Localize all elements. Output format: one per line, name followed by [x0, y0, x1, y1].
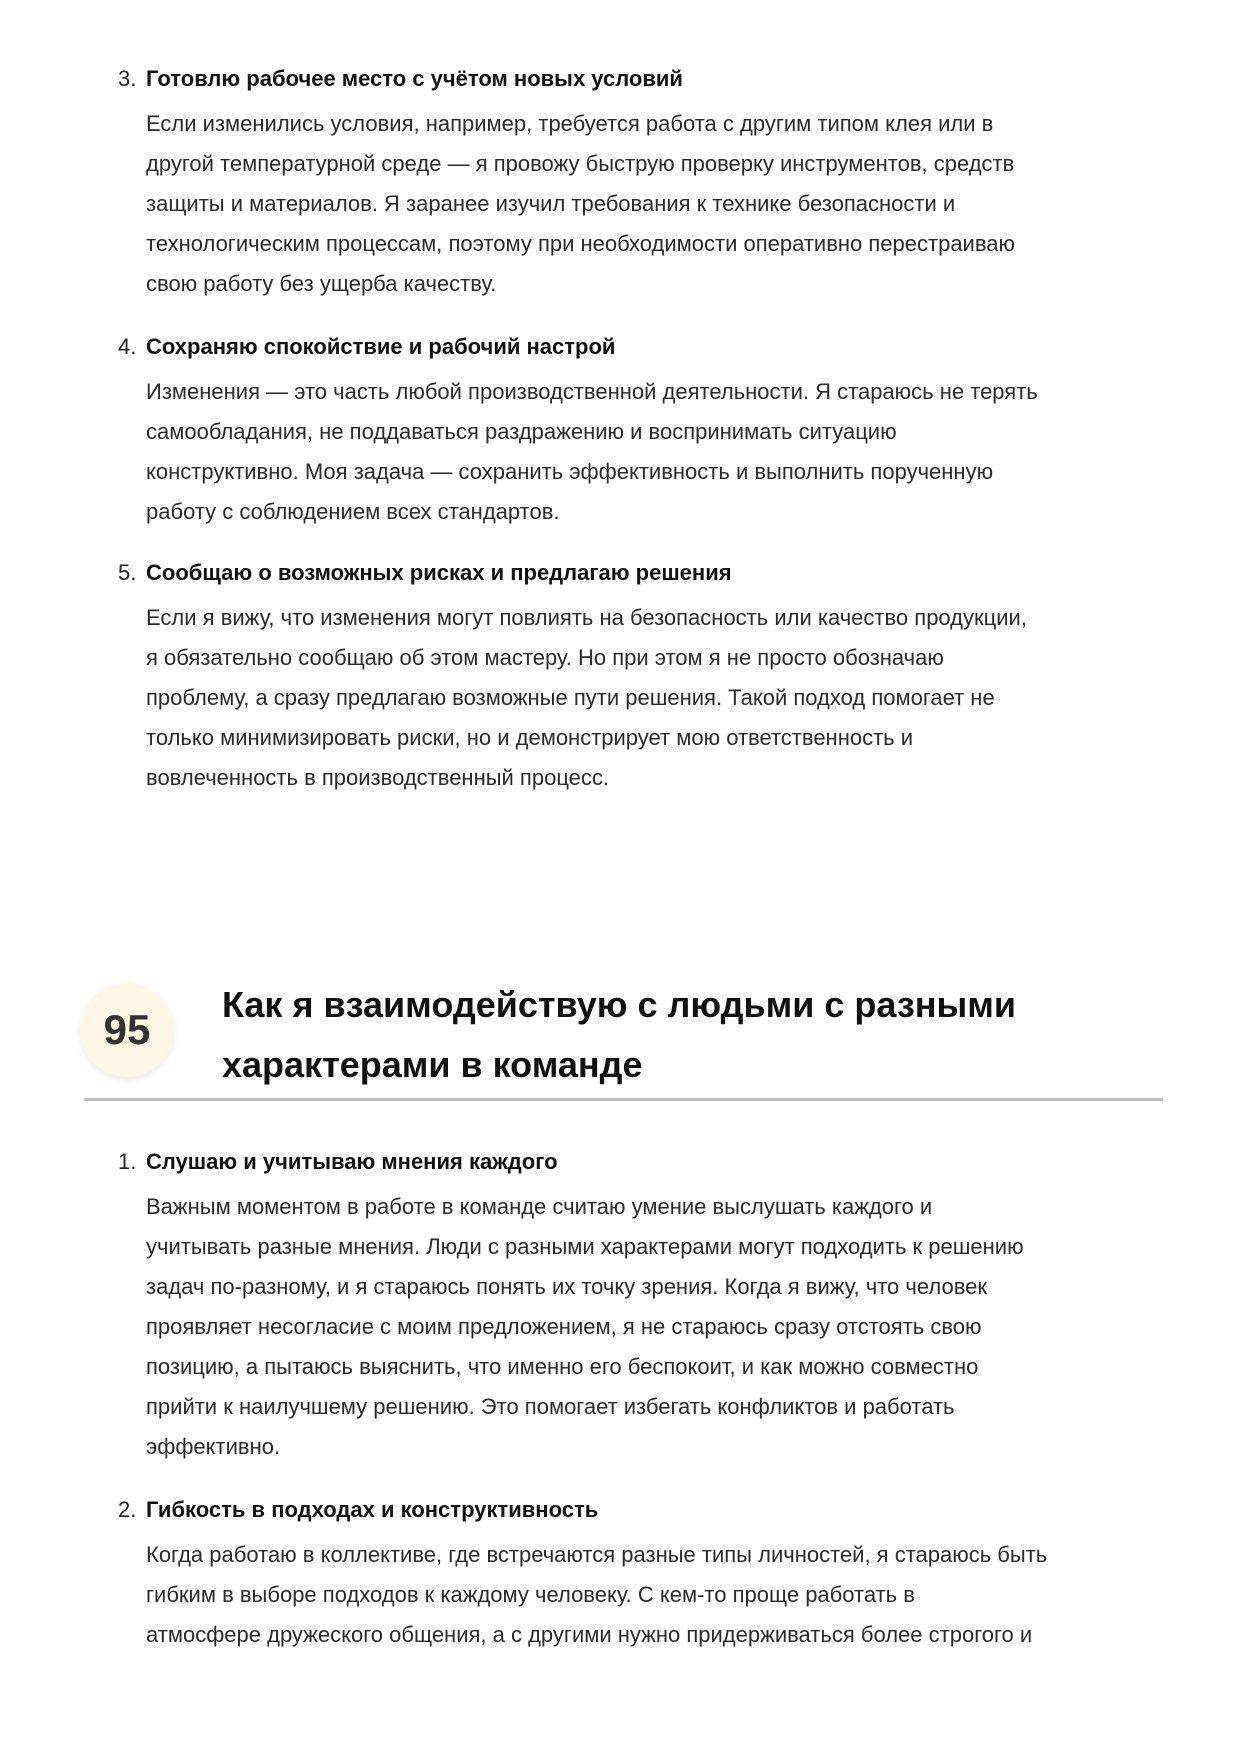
list-item-1 [118, 1147, 1178, 1467]
body-text-line: вовлеченность в производственный процесс. [146, 765, 610, 790]
body-text-line: учитывать разные мнения. Люди с разными характерами могут подходить к решению [146, 1234, 1024, 1259]
list-number: 4. [118, 334, 137, 359]
body-text-line: эффективно. [146, 1434, 281, 1459]
list-item-heading: Сообщаю о возможных рисках и предлагаю решения [146, 560, 732, 585]
body-text-line: самообладания, не поддаваться раздражению и воспринимать ситуацию [146, 419, 897, 444]
body-text-line: работу с соблюдением всех стандартов. [146, 499, 560, 524]
section-divider [84, 1098, 1163, 1101]
body-text-line: гибким в выборе подходов к каждому человеку. С кем-то проще работать в [146, 1582, 915, 1607]
list-item-body [118, 598, 1178, 798]
body-text-line: защиты и материалов. Я заранее изучил требования к технике безопасности и [146, 191, 956, 216]
section-heading-line: характерами в команде [222, 1044, 643, 1085]
list-item-title [118, 1147, 1178, 1177]
list-number: 1. [118, 1149, 137, 1174]
body-text-line: атмосфере дружеского общения, а с другими нужно придерживаться более строгого и [146, 1622, 1033, 1647]
list-item-body [118, 372, 1178, 532]
list-item-5 [118, 558, 1178, 798]
body-text-line: я обязательно сообщаю об этом мастеру. Но при этом я не просто обозначаю [146, 645, 944, 670]
body-text-line: прийти к наилучшему решению. Это помогает избегать конфликтов и работать [146, 1394, 955, 1419]
list-item-2 [118, 1495, 1178, 1655]
section-heading [222, 975, 1016, 1095]
body-text-line: задач по-разному, и я стараюсь понять их точку зрения. Когда я вижу, что человек [146, 1274, 987, 1299]
list-item-heading: Гибкость в подходах и конструктивность [146, 1497, 599, 1522]
body-text-line: проблему, а сразу предлагаю возможные пути решения. Такой подход помогает не [146, 685, 995, 710]
section-heading-line: Как я взаимодействую с людьми с разными [222, 984, 1017, 1025]
body-text-line: Когда работаю в коллективе, где встречаются разные типы личностей, я стараюсь быть [146, 1542, 1048, 1567]
body-text-line: проявляет несогласие с моим предложением, я не стараюсь сразу отстоять свою [146, 1314, 982, 1339]
list-item-body [118, 1187, 1178, 1467]
list-item-title [118, 332, 1178, 362]
list-item-title [118, 1495, 1178, 1525]
list-number: 3. [118, 66, 137, 91]
list-item-3 [118, 64, 1178, 304]
body-text-line: Если я вижу, что изменения могут повлиять на безопасность или качество продукции, [146, 605, 1027, 630]
list-number: 2. [118, 1497, 137, 1522]
list-item-heading: Готовлю рабочее место с учётом новых условий [146, 66, 683, 91]
body-text-line: только минимизировать риски, но и демонстрирует мою ответственность и [146, 725, 914, 750]
list-item-4 [118, 332, 1178, 532]
list-item-body [118, 1535, 1178, 1655]
body-text-line: другой температурной среде — я провожу быструю проверку инструментов, средств [146, 151, 1015, 176]
body-text-line: конструктивно. Моя задача — сохранить эффективность и выполнить порученную [146, 459, 994, 484]
body-text-line: позицию, а пытаюсь выяснить, что именно его беспокоит, и как можно совместно [146, 1354, 979, 1379]
body-text-line: Изменения — это часть любой производственной деятельности. Я стараюсь не терять [146, 379, 1038, 404]
body-text-line: свою работу без ущерба качеству. [146, 271, 497, 296]
body-text-line: технологическим процессам, поэтому при необходимости оперативно перестраиваю [146, 231, 1016, 256]
list-item-heading: Сохраняю спокойствие и рабочий настрой [146, 334, 616, 359]
list-number: 5. [118, 560, 137, 585]
list-item-title [118, 64, 1178, 94]
list-item-title [118, 558, 1178, 588]
list-item-heading: Слушаю и учитываю мнения каждого [146, 1149, 558, 1174]
list-item-body [118, 104, 1178, 304]
body-text-line: Если изменились условия, например, требуется работа с другим типом клея или в [146, 111, 994, 136]
body-text-line: Важным моментом в работе в команде считаю умение выслушать каждого и [146, 1194, 933, 1219]
section-number-badge: 95 [80, 983, 174, 1077]
